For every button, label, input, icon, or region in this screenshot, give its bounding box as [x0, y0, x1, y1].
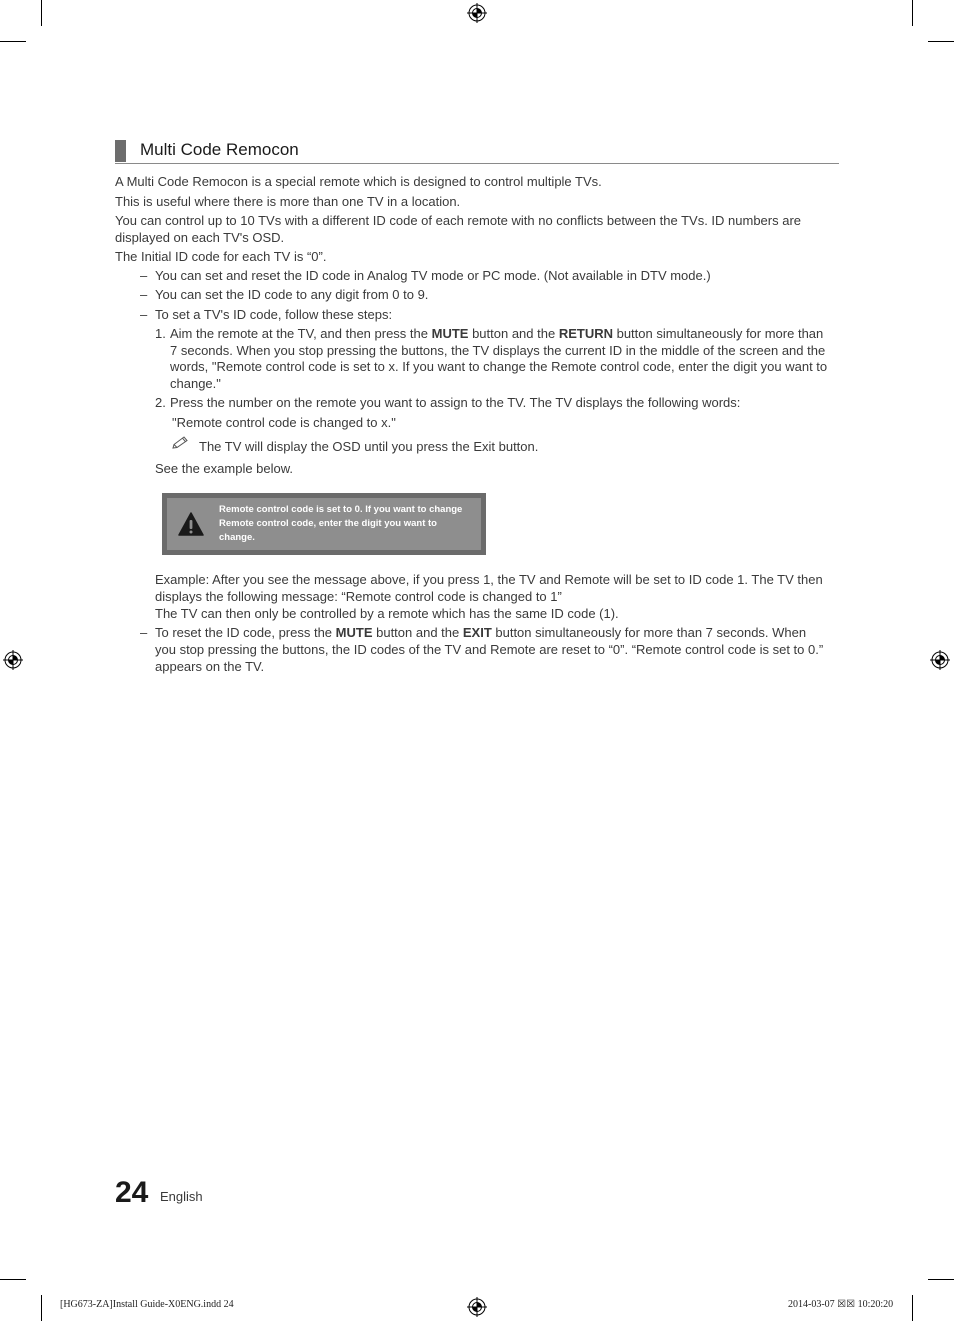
crop-mark [928, 41, 954, 42]
crop-mark [928, 1279, 954, 1280]
crop-mark [912, 1295, 913, 1321]
bullet-text: You can set the ID code to any digit from 0 to 9. [155, 287, 429, 302]
registration-mark-icon [467, 1297, 487, 1317]
mute-key: MUTE [335, 625, 373, 640]
exit-key: EXIT [462, 625, 492, 640]
step-number: 1. [155, 326, 166, 341]
section-marker [115, 140, 126, 162]
intro-line: The Initial ID code for each TV is “0”. [115, 249, 327, 264]
bullet-text: You can set and reset the ID code in Analog TV mode or PC mode. (Not available in DTV mode.) [155, 268, 711, 283]
page-number: 24 [115, 1176, 149, 1209]
registration-mark-icon [3, 650, 23, 670]
footer-timestamp: 2014-03-07 ☒☒ 10:20:20 [788, 1299, 894, 1310]
bullet-text: To set a TV's ID code, follow these steps: [155, 307, 393, 322]
section-header [115, 139, 839, 164]
bullet-dash: – [140, 307, 148, 322]
osd-panel [167, 498, 481, 550]
note-text: The TV will display the OSD until you press the Exit button. [199, 439, 539, 454]
example-line: displays the following message: “Remote control code is changed to 1” [155, 589, 562, 604]
bullet-dash: – [140, 287, 148, 302]
crop-mark [41, 1295, 42, 1321]
osd-text: Remote control code is set to 0. If you want to change Remote control code, enter the digit you want to change. [219, 504, 463, 543]
intro-line: A Multi Code Remocon is a special remote which is designed to control multiple TVs. [115, 174, 602, 189]
crop-mark [0, 41, 26, 42]
bullet-dash: – [140, 625, 148, 640]
crop-mark [41, 0, 42, 26]
bullet-dash: – [140, 268, 148, 283]
note-pencil-icon [171, 436, 191, 450]
page-language: English [160, 1189, 203, 1204]
step-number: 2. [155, 395, 166, 410]
example-line: Example: After you see the message above, if you press 1, the TV and Remote will be set to ID code 1. The TV then [155, 572, 823, 587]
return-key: RETURN [558, 326, 613, 341]
crop-mark [0, 1279, 26, 1280]
warning-icon [178, 511, 204, 537]
step-line: words, "Remote control code is set to x. If you want to change the Remote control code, enter the digit you want to [170, 359, 828, 374]
step-line: "Remote control code is changed to x." [172, 415, 396, 430]
step-line: Aim the remote at the TV, and then press the MUTE button and the RETURN button simultaneously for more than [170, 326, 824, 341]
step-line: Press the number on the remote you want to assign to the TV. The TV displays the following words: [170, 395, 741, 410]
section-title: Multi Code Remocon [140, 140, 299, 159]
step-line: change." [170, 376, 221, 391]
example-line: The TV can then only be controlled by a remote which has the same ID code (1). [155, 606, 619, 621]
mute-key: MUTE [431, 326, 469, 341]
intro-line: You can control up to 10 TVs with a different ID code of each remote with no conflicts between the TVs. ID numbers are [115, 213, 802, 228]
registration-mark-icon [930, 650, 950, 670]
intro-line: This is useful where there is more than one TV in a location. [115, 194, 461, 209]
step-line: 7 seconds. When you stop pressing the buttons, the TV displays the current ID in the middle of the screen and the [170, 343, 826, 358]
reset-line: appears on the TV. [155, 659, 265, 674]
registration-mark-icon [467, 3, 487, 23]
osd-message-box [162, 493, 486, 555]
reset-line: To reset the ID code, press the MUTE button and the EXIT button simultaneously for more than 7 seconds. When [155, 625, 807, 640]
intro-line: displayed on each TV's OSD. [115, 230, 285, 245]
footer-file: [HG673-ZA]Install Guide-X0ENG.indd 24 [60, 1299, 234, 1310]
see-example: See the example below. [155, 461, 294, 476]
reset-line: you stop pressing the buttons, the ID codes of the TV and Remote are reset to “0”. “Remote control code is set to 0.” [155, 642, 824, 657]
crop-mark [912, 0, 913, 26]
